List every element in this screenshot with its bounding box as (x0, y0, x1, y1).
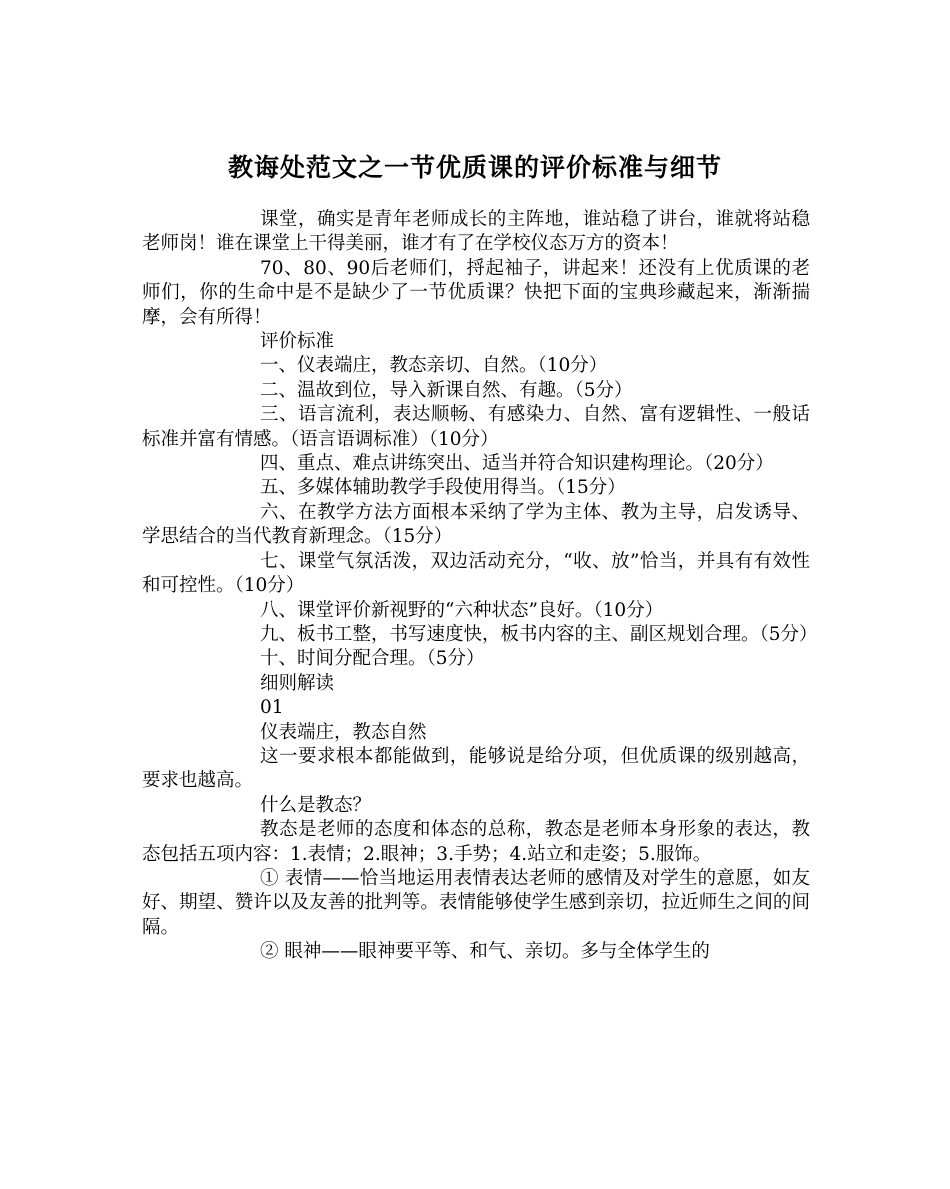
paragraph-requirement: 这一要求根本都能做到，能够说是给分项，但优质课的级别越高，要求也越高。 (142, 745, 810, 792)
paragraph-definition: 教态是老师的态度和体态的总称，教态是老师本身形象的表达，教态包括五项内容：1.表情；2.眼神；3.手势；4.站立和走姿；5.服饰。 (142, 819, 810, 865)
criterion-9: 九、板书工整，书写速度快，板书内容的主、副区规划合理。（5分） (260, 623, 818, 645)
paragraph-call-to-action: 70、80、90后老师们，捋起袖子，讲起来！还没有上优质课的老师们，你的生命中是不是缺少了一节优质课？快把下面的宝典珍藏起来，渐渐揣摩，会有所得！ (142, 257, 810, 328)
document-body (142, 208, 818, 965)
section-heading-criteria: 评价标准 (260, 331, 335, 353)
section-heading-details: 细则解读 (260, 672, 335, 694)
criterion-5: 五、多媒体辅助教学手段使用得当。（15分） (260, 477, 626, 499)
criterion-1: 一、仪表端庄，教态亲切、自然。（10分） (260, 355, 608, 377)
criterion-4: 四、重点、难点讲练突出、适当并符合知识建构理论。（20分） (260, 453, 774, 475)
subsection-heading: 仪表端庄，教态自然 (260, 721, 427, 743)
criterion-8: 八、课堂评价新视野的“六种状态”良好。（10分） (260, 599, 664, 621)
criterion-3: 三、语言流利，表达顺畅、有感染力、自然、富有逻辑性、一般话标准并富有情感。（语言语调标准）（10分） (142, 404, 810, 450)
paragraph-eye-contact: ② 眼神——眼神要平等、和气、亲切。多与全体学生的 (260, 941, 710, 963)
criterion-10: 十、时间分配合理。（5分） (260, 648, 485, 670)
document-title: 教诲处范文之一节优质课的评价标准与细节 (227, 152, 722, 182)
criterion-7: 七、课堂气氛活泼，双边活动充分，“收、放”恰当，并具有有效性和可控性。（10分） (142, 550, 810, 597)
paragraph-intro: 课堂，确实是青年老师成长的主阵地，谁站稳了讲台，谁就将站稳老师岗！谁在课堂上干得美丽，谁才有了在学校仪态万方的资本！ (142, 209, 810, 255)
criterion-6: 六、在教学方法方面根本采纳了学为主体、教为主导，启发诱导、学思结合的当代教育新理念。（15分） (142, 501, 810, 548)
section-number: 01 (260, 697, 284, 719)
criterion-2: 二、温故到位，导入新课自然、有趣。（5分） (260, 379, 633, 401)
paragraph-expression: ① 表情——恰当地运用表情表达老师的感情及对学生的意愿，如友好、期望、赞许以及友善的批判等。表情能够使学生感到亲切，拉近师生之间的间隔。 (142, 867, 810, 938)
question-heading: 什么是教态？ (260, 794, 372, 816)
